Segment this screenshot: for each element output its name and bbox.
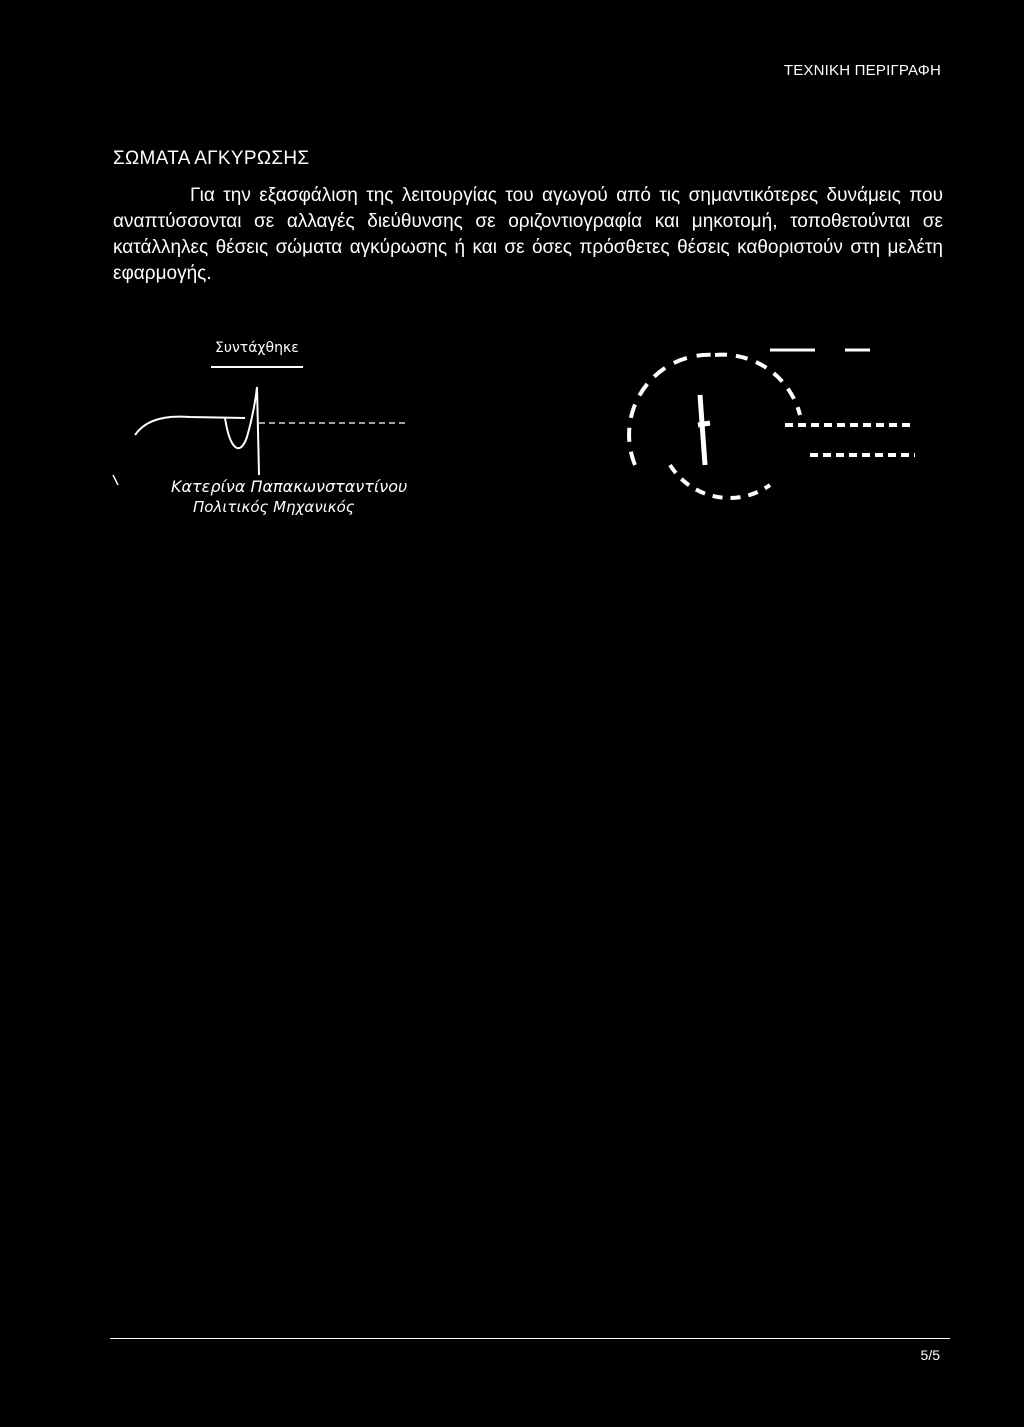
- signer-role: Πολιτικός Μηχανικός: [193, 498, 355, 516]
- signature-label: Συντάχθηκε: [215, 340, 299, 356]
- document-header: ΤΕΧΝΙΚΗ ΠΕΡΙΓΡΑΦΗ: [783, 62, 941, 79]
- section-paragraph: Για την εξασφάλιση της λειτουργίας του αγωγού από τις σημαντικότερες δυνάμεις που αναπτύσσονται σε αλλαγές διεύθυνσης σε οριζοντιογραφία και μηκοτομή, τοποθετούνται σε κατάλληλες θέσεις σώματα αγκύρωσης ή και σε όσες πρόσθετες θέσεις καθοριστούν στη μελέτη εφαρμογής.: [113, 185, 943, 284]
- stamp-seal: [610, 335, 930, 515]
- official-stamp: [610, 335, 930, 515]
- handwritten-signature: [105, 375, 425, 485]
- footer-divider: [110, 1338, 950, 1339]
- signature-block: [105, 335, 435, 575]
- section-title: ΣΩΜΑΤΑ ΑΓΚΥΡΩΣΗΣ: [113, 148, 310, 169]
- signer-name: Κατερίνα Παπακωνσταντίνου: [171, 477, 408, 496]
- page-number: 5/5: [920, 1347, 940, 1363]
